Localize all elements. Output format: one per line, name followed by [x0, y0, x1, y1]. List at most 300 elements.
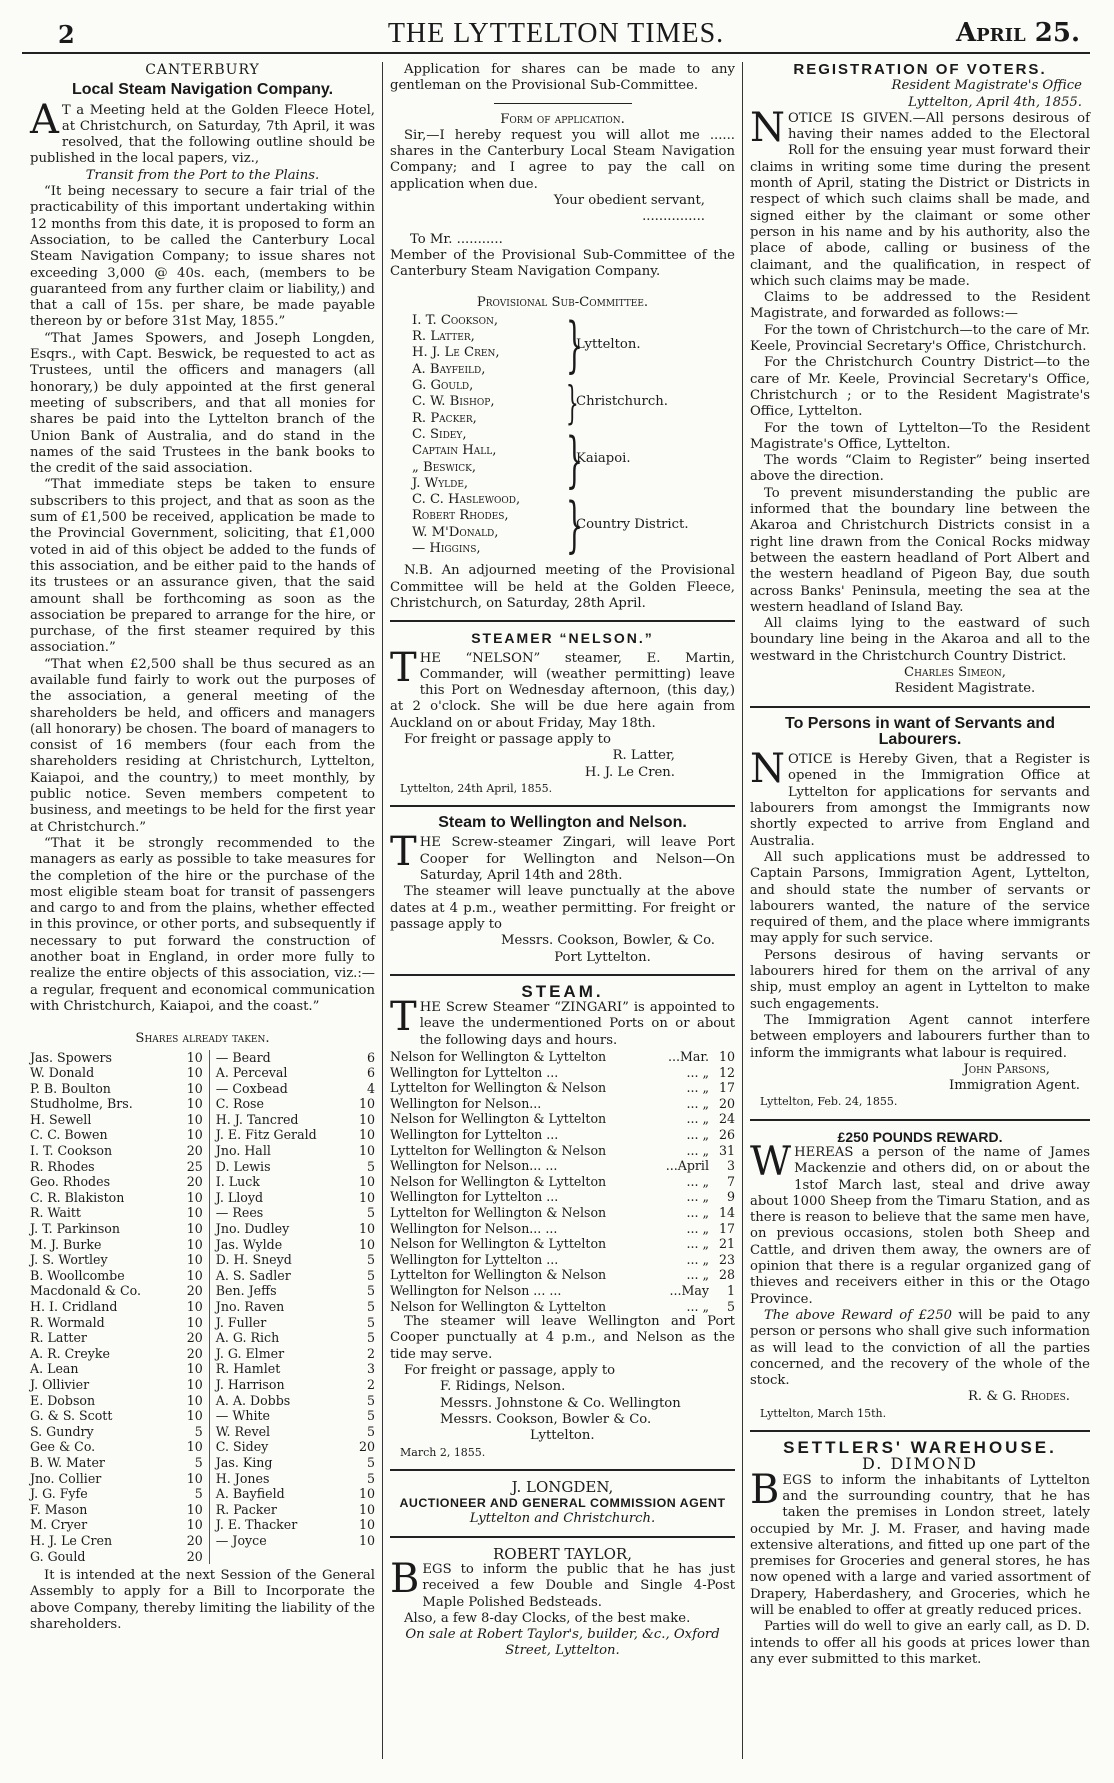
registration-lyttelton: For the town of Lyttelton—To the Resident Magistrate's Office, Lyttelton. — [750, 420, 1090, 452]
resolution-3: “That immediate steps be taken to ensure subscribers to this project, and that as soon as the sum of £1,500 be received, application be made to the Provincial Government, soliciting, that £1,000 voted in aid of this object be added to the funds of this association, and be either paid to the hands of its trustees or an assurance given, that the said amount shall be forthcoming as soon as the association be prepared to arrange for the hire, or purchase, of the first steamer required by this association.” — [30, 477, 375, 656]
committee-member: C. C. Haslewood, — [412, 492, 521, 508]
shareholder-name: R. Latter — [30, 1330, 87, 1346]
shareholder-shares: 5 — [179, 1455, 209, 1471]
shareholder-shares: 10 — [179, 1050, 209, 1066]
shareholder-shares: 20 — [179, 1283, 209, 1299]
committee-member: I. T. Cookson, — [412, 312, 499, 328]
shareholder-shares: 20 — [179, 1533, 209, 1549]
shareholder-shares: 2 — [366, 1345, 375, 1361]
schedule-route: Nelson for Wellington & Lyttelton — [390, 1173, 607, 1189]
shareholder-shares: 10 — [179, 1315, 209, 1331]
shareholder-name: A. Bayfield — [215, 1486, 285, 1502]
servants-heading: To Persons in want of Servants and Labourers. — [785, 714, 1055, 748]
shareholder-name: Studholme, Brs. — [30, 1096, 133, 1112]
steam-after: The steamer will leave Wellington and Port Cooper punctually at 4 p.m., and Nelson as the tide may serve. — [390, 1314, 735, 1362]
servants-signature: John Parsons, — [963, 1061, 1050, 1077]
shareholder-shares: 10 — [179, 1377, 209, 1393]
reward-offer-text: will be paid to any person or persons who shall give such information as will lead to the conviction of all the parties concerned, and the recovery of the whole of the stock. — [750, 1307, 1091, 1389]
schedule-row — [390, 1283, 735, 1299]
committee-member: C. Sidey, — [412, 426, 467, 442]
shareholder-name: H. J. Tancred — [215, 1111, 299, 1127]
schedule-month: ... „ — [686, 1189, 709, 1205]
schedule-row — [390, 1049, 735, 1065]
share-row — [30, 1549, 375, 1565]
schedule-row — [390, 1189, 735, 1205]
shareholder-name: J. S. Wortley — [30, 1252, 108, 1268]
resolution-5: “That it be strongly recommended to the managers as early as possible to take measures for the completion of the hire or the purchase of the most eligible steam boat for transit of passengers and cargo to and from the plains, whether effected in this province, or other ports, and subsequently if necessary to put forward the construction of another boat in England, in order more fully to realize the entire objects of this association, viz.:—a regular, frequent and economical communication with Christchurch, Kaiapoi, and the coast.” — [30, 835, 375, 1014]
shareholder-name: D. H. Sneyd — [215, 1252, 292, 1268]
schedule-route: Wellington for Lyttelton ... — [390, 1064, 559, 1080]
shareholder-name: Jno. Hall — [215, 1143, 271, 1159]
shareholder-name: J. Fuller — [215, 1314, 267, 1330]
schedule-month: ... „ — [686, 1095, 709, 1111]
steam-apply: For freight or passage, apply to — [404, 1363, 616, 1379]
schedule-month: ... „ — [686, 1251, 709, 1267]
share-row — [30, 1517, 375, 1533]
shareholder-shares: 20 — [179, 1346, 209, 1362]
shareholder-shares: 10 — [358, 1221, 375, 1237]
share-row — [30, 1050, 375, 1066]
shareholder-shares: 2 — [366, 1376, 375, 1392]
warehouse-owner: D. DIMOND — [862, 1454, 978, 1474]
registration-claims: Claims to be addressed to the Resident Magistrate, and forwarded as follows:— — [750, 290, 1090, 322]
schedule-route: Wellington for Lyttelton ... — [390, 1189, 559, 1205]
registration-boundary: To prevent misunderstanding the public are informed that the boundary line between the Akaroa and Christchurch Districts consist in a right line drawn from the Conical Rocks midway between the eastern headland of Port Albert and the western headland of Pigeon Bay, due south across Banks' Peninsula, meeting the sea at the western headland of Island Bay. — [750, 485, 1090, 615]
shareholder-shares: 10 — [179, 1127, 209, 1143]
form-signature-line: ............... — [642, 209, 705, 225]
schedule-day: 28 — [718, 1267, 735, 1283]
schedule-month: ... „ — [686, 1298, 709, 1314]
servants-signature-title: Immigration Agent. — [949, 1078, 1080, 1094]
wellington-heading: Steam to Wellington and Nelson. — [438, 814, 687, 832]
masthead — [22, 18, 1090, 54]
form-heading: Form of application. — [500, 111, 625, 127]
share-row — [30, 1408, 375, 1424]
share-row — [30, 1268, 375, 1284]
schedule-row — [390, 1127, 735, 1143]
shareholder-shares: 6 — [366, 1065, 375, 1081]
shareholder-name: C. R. Blakiston — [30, 1189, 125, 1205]
committee-group — [412, 424, 735, 495]
shareholder-shares: 10 — [358, 1174, 375, 1190]
shares-table — [30, 1050, 375, 1565]
schedule-row — [390, 1252, 735, 1268]
committee-names — [412, 313, 562, 378]
schedule-month: ... „ — [686, 1236, 709, 1252]
shareholder-name: B. W. Mater — [30, 1454, 105, 1470]
shareholder-name: H. I. Cridland — [30, 1299, 118, 1315]
divider — [390, 1536, 735, 1538]
wellington-body: THE Screw-steamer Zingari, will leave Port Cooper for Wellington and Nelson—On Saturday, April 14th and 28th. — [390, 829, 735, 884]
longden-title: AUCTIONEER AND GENERAL COMMISSION AGENT — [399, 1496, 726, 1511]
shareholder-shares: 10 — [358, 1111, 375, 1127]
committee-group — [412, 310, 735, 381]
shareholder-name: J. E. Thacker — [215, 1517, 298, 1533]
wellington-body-2: The steamer will leave punctually at the above dates at 4 p.m., weather permitting. For freight or passage apply to — [390, 884, 735, 932]
schedule-route: Wellington for Nelson ... ... — [390, 1282, 562, 1298]
divider — [390, 805, 735, 807]
shareholder-shares: 20 — [179, 1174, 209, 1190]
shareholder-name: F. Mason — [30, 1501, 88, 1517]
shareholder-name: Jas. King — [215, 1454, 273, 1470]
registration-christchurch-town: For the town of Christchurch—to the care of Mr. Keele, Provincial Secretary's Office, Christchurch. — [750, 322, 1090, 355]
shareholder-shares: 3 — [366, 1361, 375, 1377]
schedule-month: ... „ — [686, 1220, 709, 1236]
shareholder-name: — White — [215, 1408, 270, 1424]
committee-names — [412, 378, 562, 427]
shareholder-shares: 5 — [366, 1252, 375, 1268]
brace-mark: } — [565, 375, 579, 429]
steam-heading: STEAM. — [521, 981, 604, 1001]
schedule-row — [390, 1143, 735, 1159]
committee-heading: Provisional Sub-Committee. — [476, 294, 649, 310]
steam-agent: F. Ridings, Nelson. — [440, 1379, 566, 1395]
resolution-4: “That when £2,500 shall be thus secured as an available fund fairly to work out the purposes of the association, a general meeting of the shareholders be held, and officers and managers (all honorary) be chosen. The board of managers to consist of 16 members (four each from the shareholders residing at Christchurch, Lyttelton, Kaiapoi, and the country,) to meet monthly, by public notice. Seven members competent to business, and meetings to be held for the first year at Christchurch.” — [30, 656, 375, 835]
shareholder-shares: 6 — [366, 1049, 375, 1065]
schedule-route: Wellington for Nelson... ... — [390, 1220, 558, 1236]
reward-whereas: WHEREAS a person of the name of James Mackenzie and others did, on or about the 1stof March last, steal and drive away about 1000 Sheep from the Timaru Station, and as there is reason to believe that the same men have, on previous occasions, stolen both Sheep and Cattle, and driven them away, the owners are of opinion that there is a regular organized gang of thieves and receivers either in this or the Otago Province. — [750, 1139, 1090, 1307]
share-row — [30, 1190, 375, 1206]
servants-notice: NOTICE is Hereby Given, that a Register is opened in the Immigration Office at Lyttelton for applications for servants and labourers from amongst the Immigrants now shortly expected to arrive from England and Australia. — [750, 746, 1090, 849]
issue-date: April 25. — [955, 18, 1080, 48]
share-row — [30, 1205, 375, 1221]
shareholder-shares: 5 — [366, 1392, 375, 1408]
steam-body: THE Screw Steamer “ZINGARI” is appointed to leave the undermentioned Ports on or about the following days and hours. — [390, 994, 735, 1048]
shareholder-shares: 4 — [366, 1080, 375, 1096]
schedule-day: 5 — [726, 1298, 735, 1314]
schedule-month: ... „ — [686, 1127, 709, 1142]
shareholder-name: R. Packer — [215, 1501, 277, 1517]
share-row — [30, 1283, 375, 1299]
schedule-month: ...Mar. — [667, 1049, 709, 1065]
shareholder-name — [209, 1549, 353, 1565]
shareholder-shares: 10 — [179, 1252, 209, 1268]
schedule-day: 23 — [718, 1251, 735, 1267]
taylor-sale: On sale at Robert Taylor's, builder, &c., Oxford Street, Lyttelton. — [405, 1627, 720, 1659]
shareholder-shares: 20 — [358, 1439, 375, 1455]
shares-heading: Shares already taken. — [135, 1031, 270, 1047]
share-row — [30, 1455, 375, 1471]
shareholder-name: J. T. Parkinson — [30, 1221, 120, 1237]
share-row — [30, 1533, 375, 1549]
transit-subhead: Transit from the Port to the Plains. — [85, 167, 320, 183]
registration-signature-title: Resident Magistrate. — [894, 681, 1036, 697]
shareholder-name: A. A. Dobbs — [215, 1392, 291, 1408]
form-member: Member of the Provisional Sub-Committee of the Canterbury Steam Navigation Company. — [390, 247, 735, 280]
newspaper-title: THE LYTTELTON TIMES. — [387, 18, 725, 49]
shareholder-name: A. G. Rich — [215, 1330, 280, 1346]
schedule-route: Wellington for Nelson... ... — [390, 1158, 558, 1174]
shareholder-name: E. Dobson — [30, 1392, 96, 1408]
shareholder-name: H. Jones — [215, 1470, 270, 1486]
shareholder-shares: 5 — [366, 1267, 375, 1283]
shareholder-shares: 20 — [179, 1143, 209, 1159]
company-heading: Local Steam Navigation Company. — [71, 81, 334, 99]
committee-group — [412, 489, 735, 560]
share-row — [30, 1424, 375, 1440]
schedule-row — [390, 1221, 735, 1237]
committee-member: Captain Hall, — [412, 443, 497, 459]
schedule-route: Nelson for Wellington & Lyttelton — [390, 1049, 607, 1065]
shareholder-shares: 10 — [358, 1517, 375, 1533]
nelson-date: Lyttelton, 24th April, 1855. — [400, 781, 553, 795]
shareholder-shares: 10 — [358, 1143, 375, 1159]
shareholder-name: A. Lean — [30, 1361, 79, 1377]
shareholder-shares: 10 — [179, 1517, 209, 1533]
schedule-route: Wellington for Lyttelton ... — [390, 1251, 559, 1267]
schedule-day: 21 — [718, 1236, 735, 1252]
committee-member: R. Packer, — [412, 410, 477, 426]
share-row — [30, 1237, 375, 1253]
committee-member: A. Bayfeild, — [412, 361, 486, 377]
shareholder-name: C. Rose — [215, 1096, 264, 1112]
divider — [750, 1119, 1090, 1121]
shareholder-name: G. & S. Scott — [30, 1408, 113, 1424]
shareholder-name: R. Waitt — [30, 1205, 81, 1221]
schedule-month: ... „ — [686, 1064, 709, 1080]
steam-agent: Lyttelton. — [530, 1428, 595, 1444]
schedule-day: 26 — [718, 1127, 735, 1142]
share-row — [30, 1143, 375, 1159]
page-number: 2 — [58, 20, 75, 49]
schedule-day: 9 — [726, 1189, 735, 1205]
shareholder-shares: 10 — [179, 1190, 209, 1206]
registration-office: Resident Magistrate's Office — [891, 78, 1082, 94]
shareholder-name: Jas. Wylde — [215, 1236, 283, 1252]
warehouse-body: BEGS to inform the inhabitants of Lyttelton and the surrounding country, that he has taken the premises in London street, lately occupied by Mr. J. M. Fraser, and having made extensive alterations, and fitted up one part of the premises for Groceries and general stores, he has now opened with a large and varied assortment of Drapery, Haberdashery, and Groceries, which he will be enabled to offer at greatly reduced prices. — [750, 1466, 1090, 1619]
shareholder-name: J. Lloyd — [215, 1189, 264, 1205]
committee-list — [390, 310, 735, 560]
schedule-month: ... „ — [686, 1142, 709, 1158]
longden-name: J. LONGDEN, — [511, 1477, 614, 1496]
schedule-row — [390, 1174, 735, 1190]
shareholder-shares: 5 — [366, 1454, 375, 1470]
nelson-freight: For freight or passage apply to — [404, 731, 611, 747]
schedule-route: Wellington for Nelson... — [390, 1095, 542, 1111]
schedule-row — [390, 1080, 735, 1096]
shareholder-shares: 5 — [366, 1408, 375, 1424]
share-row — [30, 1112, 375, 1128]
form-to: To Mr. ........... — [410, 231, 503, 247]
shareholder-shares: 10 — [179, 1471, 209, 1487]
shareholder-name: Gee & Co. — [30, 1439, 96, 1455]
shareholder-shares: 10 — [179, 1221, 209, 1237]
shareholder-shares: 10 — [179, 1205, 209, 1221]
shareholder-shares: 5 — [366, 1283, 375, 1299]
servants-hired: Persons desirous of having servants or labourers hired for them on the arrival of any ship, must employ an agent in Lyttelton to make such engagements. — [750, 947, 1090, 1012]
share-row — [30, 1081, 375, 1097]
registration-notice: NOTICE IS GIVEN.—All persons desirous of having their names added to the Electoral Roll for the ensuing year must forward their claims in writing some time during the present month of April, stating the District or Districts in respect of which such claims shall be made, and signed either by the claimant or some other person in his name and by his authority, also the place of abode, calling or business of the claimant, and the qualification, in respect of which such claims may be made. — [750, 104, 1090, 289]
shareholder-shares — [353, 1549, 375, 1565]
schedule-month: ... „ — [686, 1173, 709, 1189]
committee-member: — Higgins, — [412, 541, 481, 557]
form-body: Sir,—I hereby request you will allot me ...... shares in the Canterbury Local Steam Navigation Company; and I agree to pay the call on application when due. — [390, 127, 735, 192]
steam-agents — [390, 1379, 735, 1444]
shareholder-shares: 10 — [179, 1299, 209, 1315]
committee-member: W. M'Donald, — [412, 524, 499, 540]
share-row — [30, 1221, 375, 1237]
registration-date: Lyttelton, April 4th, 1855. — [908, 94, 1082, 110]
shareholder-shares: 25 — [179, 1159, 209, 1175]
shareholder-shares: 10 — [358, 1096, 375, 1112]
committee-place: Country District. — [576, 516, 689, 532]
share-row — [30, 1065, 375, 1081]
shareholder-name: G. Gould — [30, 1548, 86, 1564]
shareholder-name: Jas. Spowers — [30, 1049, 113, 1065]
shareholder-name: A. S. Sadler — [215, 1267, 291, 1283]
application-intro: Application for shares can be made to any gentleman on the Provisional Sub-Committee. — [390, 62, 735, 94]
schedule-day: 12 — [718, 1064, 735, 1080]
servants-agent: The Immigration Agent cannot interfere between employers and labourers further than to inform the immigrants what labour is required. — [750, 1012, 1090, 1061]
shareholder-shares: 5 — [366, 1314, 375, 1330]
shareholder-shares: 10 — [358, 1532, 375, 1548]
adjourned-note: N.B. An adjourned meeting of the Provisional Committee will be held at the Golden Fleece, Christchurch, on Saturday, 28th April. — [390, 563, 735, 611]
schedule-route: Lyttelton for Wellington & Nelson — [390, 1142, 607, 1158]
brace-mark: } — [565, 489, 584, 560]
taylor-body-2: Also, a few 8-day Clocks, of the best make. — [404, 1610, 691, 1626]
reward-offer — [750, 1308, 1090, 1389]
schedule-route: Wellington for Lyttelton ... — [390, 1127, 559, 1142]
schedule-route: Lyttelton for Wellington & Nelson — [390, 1204, 607, 1220]
shareholder-shares: 5 — [179, 1424, 209, 1440]
nelson-heading: STEAMER “NELSON.” — [471, 630, 654, 647]
shareholder-name: Jno. Collier — [30, 1470, 102, 1486]
shareholder-shares: 10 — [179, 1361, 209, 1377]
share-row — [30, 1315, 375, 1331]
shareholder-name: W. Revel — [215, 1423, 271, 1439]
schedule-day: 7 — [726, 1173, 735, 1189]
shareholder-name: C. C. Bowen — [30, 1127, 108, 1143]
committee-member: C. W. Bishop, — [412, 394, 495, 410]
registration-claims-location: All claims lying to the eastward of such boundary line being in the Akaroa and all to the westward in the Christchurch Country District. — [750, 616, 1090, 664]
committee-member: G. Gould, — [412, 378, 474, 394]
company-region: CANTERBURY — [145, 62, 260, 78]
reward-date: Lyttelton, March 15th. — [760, 1406, 887, 1420]
share-row — [30, 1377, 375, 1393]
divider — [494, 103, 632, 104]
shareholder-shares: 20 — [179, 1549, 209, 1565]
schedule-month: ... „ — [686, 1111, 709, 1127]
share-row — [30, 1486, 375, 1502]
schedule-row — [390, 1065, 735, 1081]
schedule-row — [390, 1111, 735, 1127]
share-row — [30, 1502, 375, 1518]
meeting-paragraph: AT a Meeting held at the Golden Fleece Hotel, at Christchurch, on Saturday, 7th April, it was resolved, that the following outline should be published in the local papers, viz., — [30, 96, 375, 167]
divider — [390, 620, 735, 622]
registration-christchurch-country: For the Christchurch Country District—to the care of Mr. Keele, Provincial Secretary's Office, Christchurch ; or to the Resident Magistrate's Office, Lyttelton. — [750, 355, 1090, 420]
form-servant: Your obedient servant, — [553, 193, 705, 209]
divider — [750, 1430, 1090, 1432]
shareholder-name: — Beard — [215, 1049, 271, 1065]
shareholder-name: C. Sidey — [215, 1439, 269, 1455]
schedule-month: ... „ — [686, 1080, 709, 1096]
share-row — [30, 1159, 375, 1175]
shareholder-name: B. Woollcombe — [30, 1267, 125, 1283]
divider — [390, 974, 735, 976]
shareholder-shares: 5 — [366, 1299, 375, 1315]
schedule-month: ... „ — [686, 1204, 709, 1220]
shareholder-name: J. E. Fitz Gerald — [215, 1127, 317, 1143]
schedule-day: 10 — [718, 1049, 735, 1065]
share-row — [30, 1346, 375, 1362]
committee-place: Christchurch. — [576, 394, 668, 410]
share-row — [30, 1299, 375, 1315]
shareholder-shares: 10 — [179, 1439, 209, 1455]
shareholder-name: — Coxbead — [215, 1080, 288, 1096]
shareholder-shares: 5 — [179, 1486, 209, 1502]
committee-place: Lyttelton. — [576, 337, 641, 353]
shareholder-shares: 10 — [179, 1408, 209, 1424]
shareholder-name: J. G. Fyfe — [30, 1486, 88, 1502]
sailing-schedule — [390, 1049, 735, 1314]
column-1 — [30, 62, 375, 1759]
share-row — [30, 1471, 375, 1487]
nelson-body: THE “NELSON” steamer, E. Martin, Commander, will (weather permitting) leave this Port on Wednesday afternoon, (this day,) at 2 o'clock. She will be due here again from Auckland on or about Friday, May 18th. — [390, 644, 735, 731]
reward-offer-lead: The above Reward of £250 — [764, 1307, 953, 1323]
committee-member: J. Wylde, — [412, 475, 469, 491]
shareholder-shares: 10 — [179, 1112, 209, 1128]
brace-mark: } — [565, 310, 584, 381]
schedule-route: Lyttelton for Wellington & Nelson — [390, 1267, 607, 1283]
warehouse-heading: SETTLERS' WAREHOUSE. — [783, 1438, 1057, 1458]
wellington-port: Port Lyttelton. — [554, 949, 651, 965]
shareholder-shares: 10 — [358, 1501, 375, 1517]
schedule-day: 17 — [718, 1220, 735, 1236]
shareholder-shares: 5 — [366, 1470, 375, 1486]
share-row — [30, 1252, 375, 1268]
shareholder-name: P. B. Boulton — [30, 1080, 111, 1096]
registration-words: The words “Claim to Register” being inserted above the direction. — [750, 453, 1090, 485]
servants-date: Lyttelton, Feb. 24, 1855. — [760, 1095, 898, 1109]
shareholder-shares: 5 — [366, 1330, 375, 1346]
taylor-body: BEGS to inform the public that he has just received a few Double and Single 4-Post Maple Polished Bedsteads. — [390, 1555, 735, 1610]
schedule-row — [390, 1299, 735, 1315]
reward-signature: R. & G. Rhodes. — [968, 1389, 1070, 1405]
share-row — [30, 1393, 375, 1409]
share-row — [30, 1361, 375, 1377]
shareholder-shares: 10 — [179, 1096, 209, 1112]
committee-member: R. Latter, — [412, 329, 475, 345]
shareholder-name: Macdonald & Co. — [30, 1283, 142, 1299]
wellington-agent: Messrs. Cookson, Bowler, & Co. — [501, 933, 715, 949]
schedule-day: 14 — [718, 1204, 735, 1220]
committee-place: Kaiapoi. — [576, 451, 631, 467]
schedule-row — [390, 1205, 735, 1221]
shareholder-name: J. G. Elmer — [215, 1345, 285, 1361]
schedule-month: ... „ — [686, 1267, 709, 1283]
shareholder-shares: 10 — [179, 1393, 209, 1409]
share-row — [30, 1127, 375, 1143]
shareholder-name: M. Cryer — [30, 1517, 88, 1533]
shareholder-name: H. J. Le Cren — [30, 1532, 113, 1548]
schedule-row — [390, 1096, 735, 1112]
steam-agent: Messrs. Johnstone & Co. Wellington — [440, 1395, 681, 1411]
shareholder-shares: 5 — [366, 1423, 375, 1439]
schedule-day: 1 — [726, 1282, 735, 1298]
shareholder-name: R. Hamlet — [215, 1361, 281, 1377]
share-row — [30, 1096, 375, 1112]
schedule-route: Lyttelton for Wellington & Nelson — [390, 1080, 607, 1096]
schedule-row — [390, 1267, 735, 1283]
shareholder-shares: 10 — [358, 1189, 375, 1205]
share-row — [30, 1439, 375, 1455]
schedule-day: 20 — [718, 1095, 735, 1111]
shareholder-name: Jno. Dudley — [215, 1221, 290, 1237]
column-rule-1 — [382, 62, 383, 1759]
steam-date: March 2, 1855. — [400, 1445, 486, 1459]
shareholder-shares: 10 — [179, 1065, 209, 1081]
reward-heading: £250 POUNDS REWARD. — [837, 1128, 1003, 1145]
